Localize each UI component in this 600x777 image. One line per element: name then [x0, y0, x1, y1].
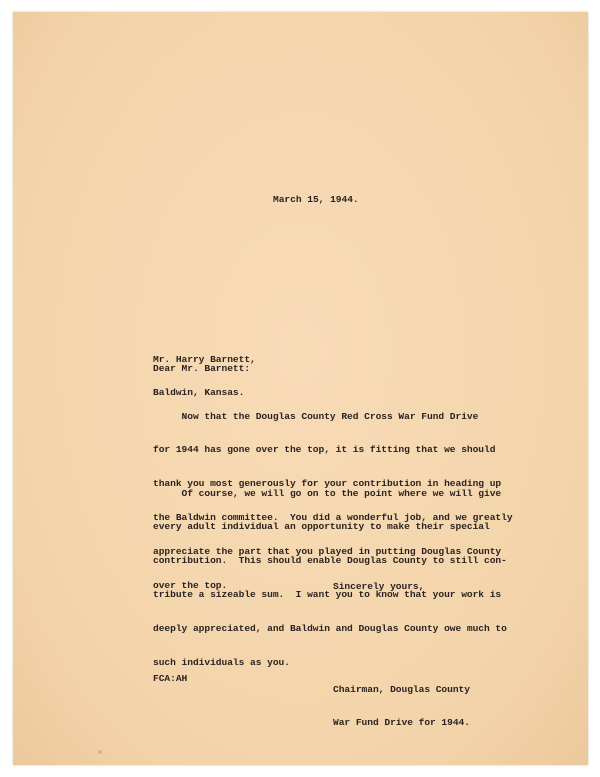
- paragraph-line: appreciate the part that you played in putting Douglas County: [153, 546, 502, 558]
- complimentary-closing: Sincerely yours,: [333, 581, 425, 592]
- paragraph-line: the Baldwin committee. You did a wonderful job, and we greatly: [153, 512, 513, 524]
- paragraph-line: for 1944 has gone over the top, it is fitting that we should: [153, 444, 496, 456]
- paragraph-line: thank you most generously for your contribution in heading up: [153, 478, 502, 490]
- body-paragraph-2: [153, 465, 507, 691]
- paper-blemish: [98, 750, 102, 754]
- paragraph-line: such individuals as you.: [153, 657, 290, 669]
- paragraph-line: deeply appreciated, and Baldwin and Douglas County owe much to: [153, 623, 507, 635]
- paragraph-line: over the top.: [153, 580, 228, 592]
- signature-block: [333, 661, 470, 751]
- signature-organization: War Fund Drive for 1944.: [333, 717, 470, 729]
- salutation: Dear Mr. Barnett:: [153, 363, 251, 374]
- paragraph-line: contribution. This should enable Douglas County to still con-: [153, 555, 507, 567]
- signature-title: Chairman, Douglas County: [333, 683, 470, 695]
- letter-date: March 15, 1944.: [273, 194, 359, 205]
- paragraph-line: Now that the Douglas County Red Cross War Fund Drive: [153, 410, 479, 422]
- recipient-name: Mr. Harry Barnett,: [153, 353, 256, 365]
- paragraph-line: Of course, we will go on to the point where we will give: [153, 487, 502, 499]
- paragraph-line: every adult individual an opportunity to make their special: [153, 521, 490, 533]
- letter-page: [13, 12, 588, 765]
- reference-initials: FCA:AH: [153, 673, 188, 684]
- recipient-location: Baldwin, Kansas.: [153, 387, 245, 399]
- paragraph-line: tribute a sizeable sum. I want you to know that your work is: [153, 589, 502, 601]
